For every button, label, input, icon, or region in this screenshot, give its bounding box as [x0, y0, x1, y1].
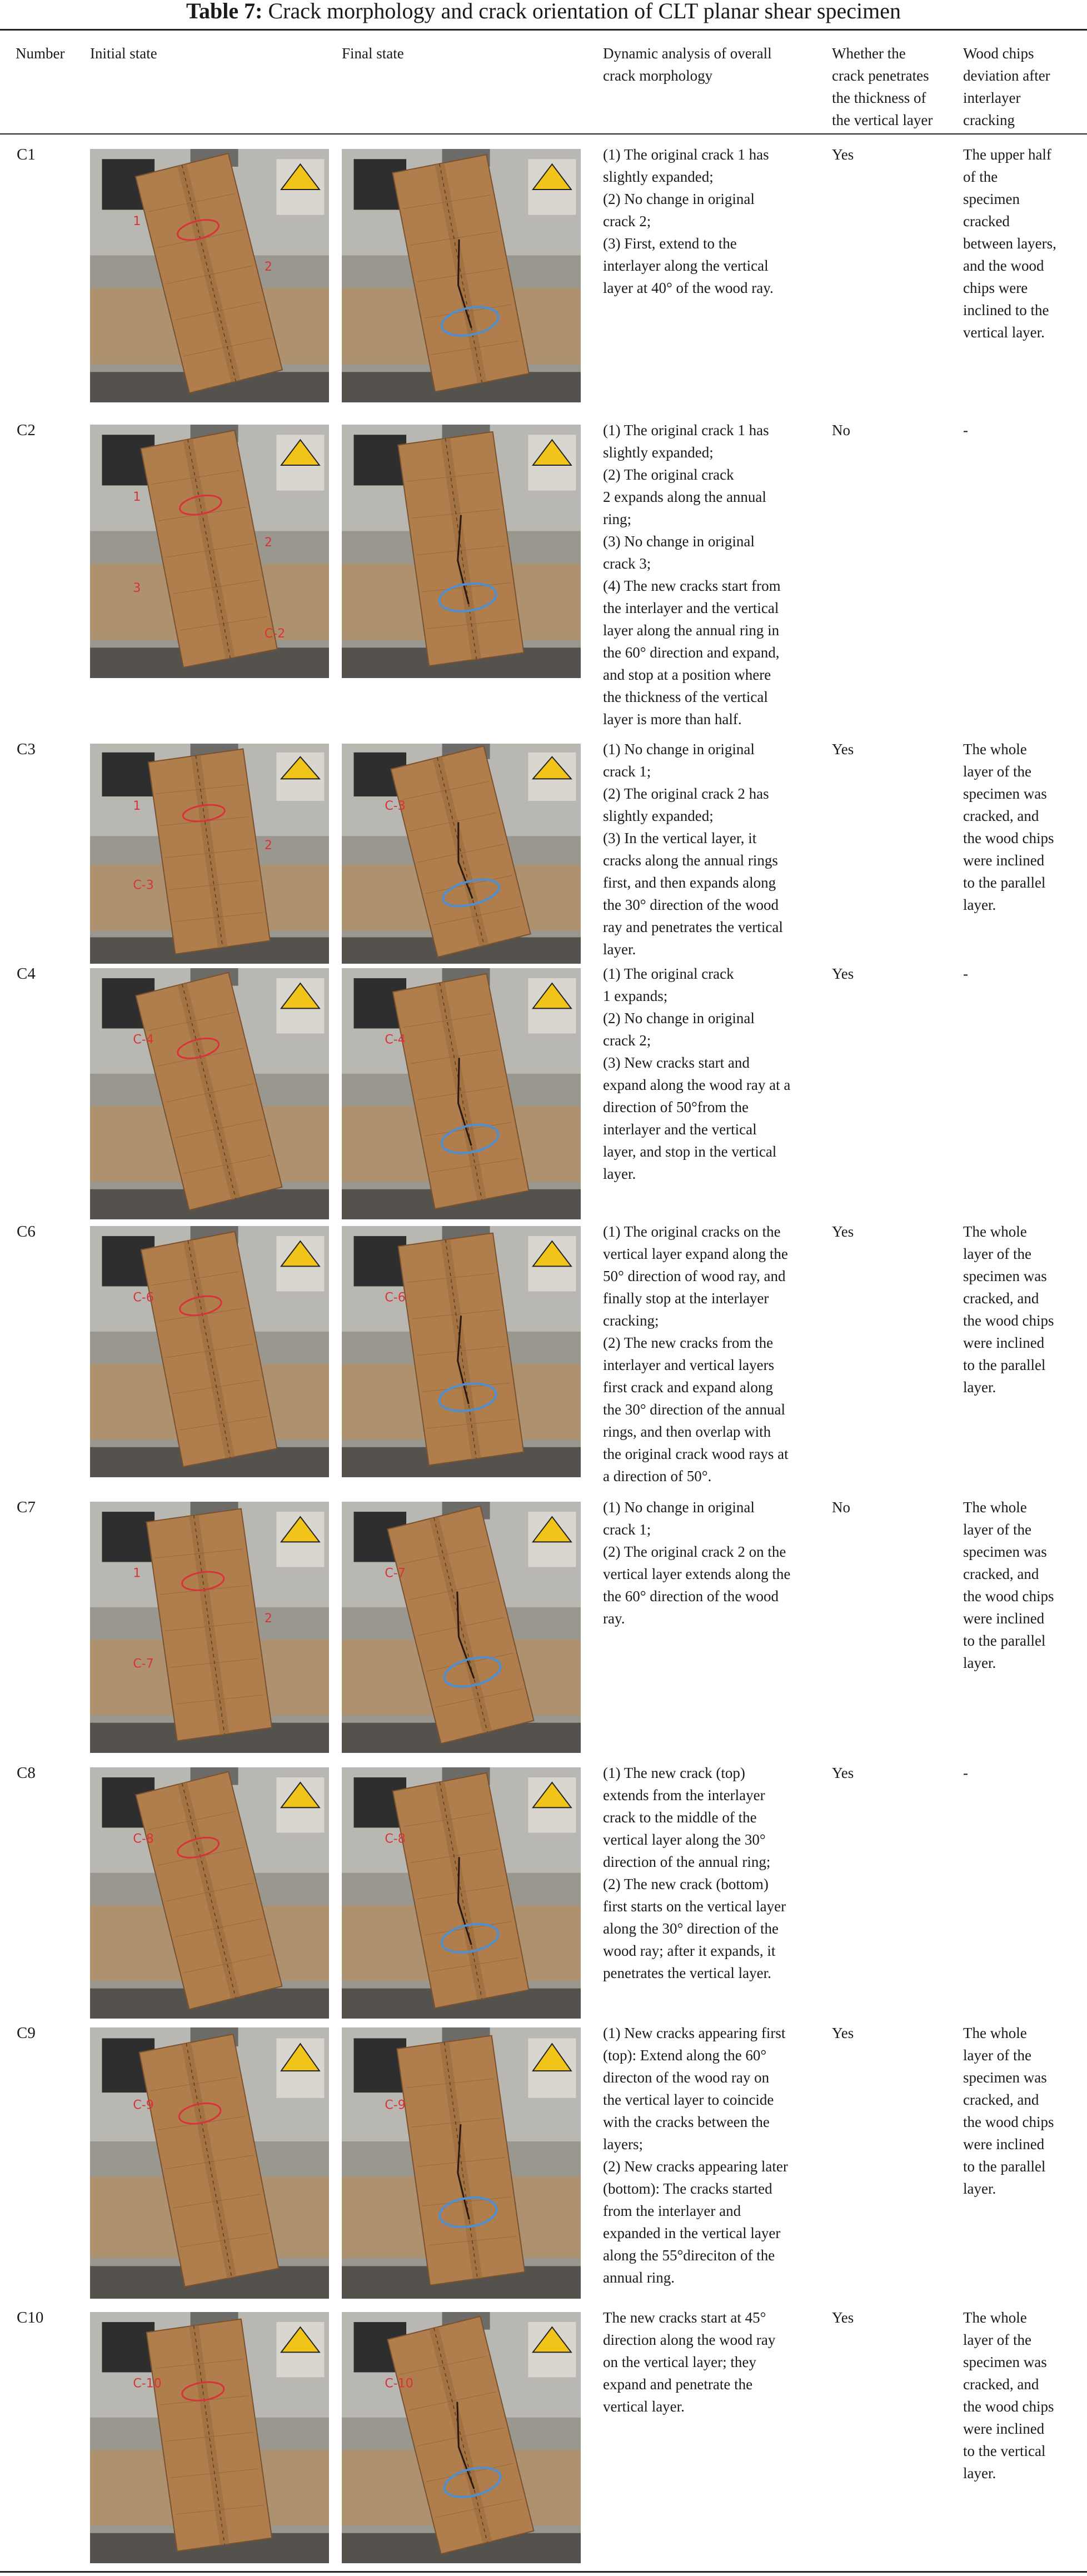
photo-annotation-label: C-2 [264, 627, 286, 641]
chips-deviation-line: cracked, and [963, 808, 1039, 824]
dynamic-analysis-line: directon of the wood ray on [603, 2069, 770, 2086]
photo-annotation-label: 2 [264, 535, 272, 550]
penetrates-cell: Yes [832, 146, 854, 163]
dynamic-analysis-line: the 60° direction and expand, [603, 644, 780, 661]
dynamic-analysis-line: wood ray; after it expands, it [603, 1942, 776, 1959]
penetrates-cell: No [832, 1499, 850, 1516]
final-state-photo [342, 1226, 581, 1477]
row-number: C4 [17, 965, 36, 983]
dynamic-analysis-line: the interlayer and the vertical [603, 600, 779, 616]
specimen-photo-graphic [342, 2027, 581, 2299]
specimen-photo-graphic [342, 1767, 581, 2019]
dynamic-analysis-line: first, and then expands along [603, 874, 776, 891]
photo-annotation-label: C-4 [133, 1033, 154, 1047]
initial-state-photo [90, 425, 329, 678]
dynamic-analysis-line: layer. [603, 941, 636, 958]
header-chips-line: deviation after [963, 67, 1050, 84]
dynamic-analysis-line: direction of 50°from the [603, 1099, 749, 1115]
photo-annotation-label: 2 [264, 1611, 272, 1626]
chips-deviation-cell [963, 2306, 1054, 2484]
dynamic-analysis-line: direction along the wood ray [603, 2331, 776, 2348]
dynamic-analysis-line: crack 2; [603, 213, 651, 230]
chips-deviation-line: were inclined [963, 1334, 1045, 1351]
dynamic-analysis-line: (1) No change in original [603, 741, 755, 758]
photo-annotation-label: 1 [133, 214, 141, 228]
dynamic-analysis-line: (4) The new cracks start from [603, 577, 781, 594]
chips-deviation-line: of the [963, 168, 998, 185]
photo-annotation-label: C-10 [133, 2376, 162, 2391]
dynamic-analysis-line: the 60° direction of the wood [603, 1588, 779, 1605]
photo-annotation-label: 1 [133, 799, 141, 813]
dynamic-analysis-line: The new cracks start at 45° [603, 2309, 766, 2326]
chips-deviation-line: to the parallel [963, 1357, 1046, 1373]
chips-deviation-line: layer of the [963, 763, 1031, 780]
row-number: C9 [17, 2024, 36, 2042]
chips-deviation-line: between layers, [963, 235, 1056, 252]
chips-deviation-line: the wood chips [963, 1312, 1054, 1329]
dynamic-analysis-line: (1) New cracks appearing first [603, 2025, 786, 2041]
chips-deviation-line: layer. [963, 896, 996, 913]
dynamic-analysis-line: (2) No change in original [603, 191, 755, 207]
table-caption [0, 0, 1087, 26]
dynamic-analysis-line: first crack and expand along [603, 1379, 773, 1396]
specimen-photo-graphic [90, 1502, 329, 1753]
dynamic-analysis-cell [603, 963, 790, 1185]
photo-annotation-label: C-10 [385, 2376, 413, 2391]
chips-deviation-line: cracked, and [963, 1290, 1039, 1307]
photo-annotation-label: C-4 [385, 1033, 406, 1047]
penetrates-cell: Yes [832, 965, 854, 982]
chips-deviation-line: layer of the [963, 2331, 1031, 2348]
dynamic-analysis-line: the original crack wood rays at [603, 1446, 789, 1462]
dynamic-analysis-line: cracks along the annual rings [603, 852, 778, 869]
chips-deviation-line: to the vertical [963, 2443, 1046, 2459]
header-chips [963, 42, 1050, 131]
dynamic-analysis-line: 50° direction of wood ray, and [603, 1268, 786, 1284]
dynamic-analysis-line: layer is more than half. [603, 711, 742, 728]
initial-state-photo [90, 149, 329, 402]
penetrates-cell: Yes [832, 741, 854, 758]
dynamic-analysis-line: direction of the annual ring; [603, 1853, 771, 1870]
penetrates-cell: Yes [832, 2025, 854, 2041]
dynamic-analysis-line: (2) The original crack 2 has [603, 785, 769, 802]
chips-deviation-line: cracked [963, 213, 1010, 230]
penetrates-cell: Yes [832, 1765, 854, 1781]
chips-deviation-line: - [963, 965, 968, 982]
caption-label: Table 7: [186, 0, 263, 23]
chips-deviation-line: layer. [963, 2180, 996, 2197]
photo-annotation-label: C-8 [385, 1832, 406, 1846]
header-number: Number [16, 45, 65, 62]
final-state-photo [342, 2027, 581, 2299]
chips-deviation-line: layer. [963, 2465, 996, 2482]
dynamic-analysis-line: (1) The original crack [603, 965, 734, 982]
chips-deviation-line: inclined to the [963, 302, 1049, 318]
dynamic-analysis-line: crack to the middle of the [603, 1809, 757, 1826]
header-penetrates-line: crack penetrates [832, 67, 929, 84]
dynamic-analysis-line: the vertical layer to coincide [603, 2091, 774, 2108]
chips-deviation-line: The whole [963, 2309, 1027, 2326]
chips-deviation-cell [963, 419, 968, 441]
dynamic-analysis-line: the thickness of the vertical [603, 689, 768, 705]
header-chips-line: cracking [963, 112, 1015, 128]
chips-deviation-line: were inclined [963, 2136, 1045, 2153]
header-penetrates-line: the vertical layer [832, 112, 933, 128]
row-number: C6 [17, 1223, 36, 1240]
photo-annotation-label: C-8 [133, 1832, 154, 1846]
chips-deviation-line: specimen [963, 191, 1020, 207]
chips-deviation-line: The whole [963, 1499, 1027, 1516]
dynamic-analysis-line: (1) No change in original [603, 1499, 755, 1516]
dynamic-analysis-line: from the interlayer and [603, 2203, 741, 2219]
row-number: C1 [17, 146, 36, 163]
dynamic-analysis-cell [603, 419, 781, 730]
dynamic-analysis-line: 1 expands; [603, 988, 668, 1004]
initial-state-photo [90, 968, 329, 1219]
initial-state-photo [90, 2312, 329, 2563]
photo-annotation-label: C-3 [133, 878, 154, 893]
dynamic-analysis-line: a direction of 50°. [603, 1468, 712, 1484]
dynamic-analysis-line: (2) New cracks appearing later [603, 2158, 788, 2175]
dynamic-analysis-line: (2) The new crack (bottom) [603, 1876, 769, 1892]
dynamic-analysis-line: (1) The original cracks on the [603, 1223, 781, 1240]
chips-deviation-line: to the parallel [963, 1632, 1046, 1649]
dynamic-analysis-line: slightly expanded; [603, 168, 714, 185]
final-state-photo [342, 425, 581, 678]
photo-annotation-label: 2 [264, 839, 272, 853]
dynamic-analysis-line: the 30° direction of the annual [603, 1401, 785, 1418]
chips-deviation-line: The upper half [963, 146, 1051, 163]
photo-annotation-label: 1 [133, 1566, 141, 1581]
header-dynamic-line: Dynamic analysis of overall [603, 45, 772, 62]
chips-deviation-cell [963, 738, 1054, 916]
dynamic-analysis-line: vertical layer along the 30° [603, 1831, 766, 1848]
dynamic-analysis-line: crack 1; [603, 1521, 651, 1538]
chips-deviation-line: vertical layer. [963, 324, 1045, 341]
chips-deviation-line: layer of the [963, 1245, 1031, 1262]
dynamic-analysis-line: vertical layer. [603, 2398, 685, 2415]
specimen-photo-graphic [90, 425, 329, 678]
header-dynamic [603, 42, 772, 87]
specimen-photo-graphic [90, 1226, 329, 1477]
dynamic-analysis-line: penetrates the vertical layer. [603, 1965, 771, 1981]
caption-title: Crack morphology and crack orientation of CLT planar shear specimen [268, 0, 901, 23]
dynamic-analysis-line: ray. [603, 1610, 625, 1627]
header-penetrates-line: the thickness of [832, 89, 926, 106]
chips-deviation-cell [963, 1762, 968, 1784]
dynamic-analysis-line: (1) The original crack 1 has [603, 146, 769, 163]
header-penetrates [832, 42, 933, 131]
chips-deviation-line: chips were [963, 280, 1028, 296]
dynamic-analysis-line: interlayer and vertical layers [603, 1357, 775, 1373]
dynamic-analysis-line: (3) First, extend to the [603, 235, 737, 252]
dynamic-analysis-line: slightly expanded; [603, 808, 714, 824]
dynamic-analysis-line: annual ring. [603, 2269, 675, 2286]
chips-deviation-line: The whole [963, 1223, 1027, 1240]
photo-annotation-label: C-9 [133, 2098, 154, 2112]
specimen-photo-graphic [90, 968, 329, 1219]
row-number: C7 [17, 1498, 36, 1516]
header-dynamic-line: crack morphology [603, 67, 713, 84]
header-initial: Initial state [90, 45, 157, 62]
dynamic-analysis-line: the 30° direction of the wood [603, 896, 779, 913]
penetrates-cell: No [832, 422, 850, 439]
dynamic-analysis-line: on the vertical layer; they [603, 2354, 756, 2370]
dynamic-analysis-line: along the 30° direction of the [603, 1920, 779, 1937]
final-state-photo [342, 968, 581, 1219]
chips-deviation-line: The whole [963, 2025, 1027, 2041]
chips-deviation-line: layer. [963, 1655, 996, 1671]
dynamic-analysis-line: (2) The original crack [603, 466, 734, 483]
dynamic-analysis-line: slightly expanded; [603, 444, 714, 461]
penetrates-cell: Yes [832, 1223, 854, 1240]
chips-deviation-line: the wood chips [963, 2398, 1054, 2415]
chips-deviation-line: layer of the [963, 2047, 1031, 2064]
chips-deviation-line: to the parallel [963, 874, 1046, 891]
dynamic-analysis-line: and stop at a position where [603, 666, 771, 683]
chips-deviation-line: the wood chips [963, 2114, 1054, 2130]
chips-deviation-line: to the parallel [963, 2158, 1046, 2175]
chips-deviation-line: cracked, and [963, 2091, 1039, 2108]
dynamic-analysis-line: layer at 40° of the wood ray. [603, 280, 774, 296]
dynamic-analysis-line: first starts on the vertical layer [603, 1898, 786, 1915]
chips-deviation-cell [963, 1220, 1054, 1398]
header-rule [0, 133, 1087, 134]
photo-annotation-label: 3 [133, 581, 141, 595]
dynamic-analysis-line: (2) The original crack 2 on the [603, 1543, 786, 1560]
photo-annotation-label: 1 [133, 490, 141, 504]
chips-deviation-cell [963, 963, 968, 985]
dynamic-analysis-line: vertical layer extends along the [603, 1566, 791, 1582]
dynamic-analysis-line: finally stop at the interlayer [603, 1290, 769, 1307]
dynamic-analysis-line: (3) New cracks start and [603, 1054, 750, 1071]
chips-deviation-line: specimen was [963, 2354, 1047, 2370]
dynamic-analysis-line: crack 3; [603, 555, 651, 572]
specimen-photo-graphic [90, 1767, 329, 2019]
photo-annotation-label: C-6 [385, 1291, 406, 1305]
penetrates-cell: Yes [832, 2309, 854, 2326]
dynamic-analysis-cell [603, 1220, 789, 1487]
initial-state-photo [90, 2027, 329, 2299]
photo-annotation-label: 2 [264, 260, 272, 274]
chips-deviation-line: specimen was [963, 1543, 1047, 1560]
dynamic-analysis-line: crack 2; [603, 1032, 651, 1049]
header-penetrates-line: Whether the [832, 45, 906, 62]
chips-deviation-line: the wood chips [963, 830, 1054, 846]
dynamic-analysis-line: with the cracks between the [603, 2114, 770, 2130]
specimen-photo-graphic [90, 2312, 329, 2563]
dynamic-analysis-line: rings, and then overlap with [603, 1423, 771, 1440]
specimen-photo-graphic [342, 1502, 581, 1753]
specimen-photo-graphic [90, 744, 329, 964]
dynamic-analysis-line: interlayer along the vertical [603, 257, 769, 274]
dynamic-analysis-line: 2 expands along the annual [603, 489, 766, 505]
final-state-photo [342, 1502, 581, 1753]
dynamic-analysis-line: interlayer and the vertical [603, 1121, 757, 1138]
dynamic-analysis-line: (2) The new cracks from the [603, 1334, 774, 1351]
dynamic-analysis-cell [603, 1496, 790, 1630]
dynamic-analysis-line: (1) The original crack 1 has [603, 422, 769, 439]
dynamic-analysis-line: cracking; [603, 1312, 659, 1329]
dynamic-analysis-line: crack 1; [603, 763, 651, 780]
bottom-rule [0, 2571, 1087, 2573]
dynamic-analysis-line: (top): Extend along the 60° [603, 2047, 767, 2064]
dynamic-analysis-line: layer. [603, 1165, 636, 1182]
dynamic-analysis-line: extends from the interlayer [603, 1787, 765, 1803]
row-number: C2 [17, 421, 36, 439]
specimen-photo-graphic [342, 968, 581, 1219]
chips-deviation-line: were inclined [963, 852, 1045, 869]
chips-deviation-line: were inclined [963, 1610, 1045, 1627]
dynamic-analysis-cell [603, 143, 774, 299]
chips-deviation-line: the wood chips [963, 1588, 1054, 1605]
chips-deviation-line: layer of the [963, 1521, 1031, 1538]
dynamic-analysis-line: expanded in the vertical layer [603, 2225, 781, 2241]
dynamic-analysis-line: (1) The new crack (top) [603, 1765, 745, 1781]
chips-deviation-line: cracked, and [963, 2376, 1039, 2393]
dynamic-analysis-cell [603, 1762, 786, 1984]
chips-deviation-line: specimen was [963, 2069, 1047, 2086]
chips-deviation-line: The whole [963, 741, 1027, 758]
specimen-photo-graphic [342, 149, 581, 402]
initial-state-photo [90, 744, 329, 964]
photo-annotation-label: C-9 [385, 2098, 406, 2112]
chips-deviation-line: were inclined [963, 2420, 1045, 2437]
specimen-photo-graphic [342, 425, 581, 678]
row-number: C8 [17, 1764, 36, 1782]
final-state-photo [342, 149, 581, 402]
specimen-photo-graphic [90, 149, 329, 402]
header-chips-line: Wood chips [963, 45, 1034, 62]
chips-deviation-line: specimen was [963, 1268, 1047, 1284]
photo-annotation-label: C-6 [133, 1291, 154, 1305]
dynamic-analysis-cell [603, 738, 783, 960]
chips-deviation-cell [963, 1496, 1054, 1674]
dynamic-analysis-line: ray and penetrates the vertical [603, 919, 783, 935]
dynamic-analysis-line: expand and penetrate the [603, 2376, 753, 2393]
row-number: C3 [17, 740, 36, 758]
initial-state-photo [90, 1226, 329, 1477]
initial-state-photo [90, 1502, 329, 1753]
chips-deviation-cell [963, 2022, 1054, 2200]
dynamic-analysis-line: ring; [603, 511, 631, 527]
dynamic-analysis-line: (bottom): The cracks started [603, 2180, 772, 2197]
chips-deviation-line: cracked, and [963, 1566, 1039, 1582]
chips-deviation-line: - [963, 422, 968, 439]
dynamic-analysis-line: layer along the annual ring in [603, 622, 780, 639]
dynamic-analysis-line: (3) No change in original [603, 533, 755, 550]
chips-deviation-cell [963, 143, 1056, 343]
chips-deviation-line: - [963, 1765, 968, 1781]
top-rule [0, 29, 1087, 31]
photo-annotation-label: C-3 [385, 799, 406, 813]
dynamic-analysis-line: vertical layer expand along the [603, 1245, 788, 1262]
dynamic-analysis-line: layer, and stop in the vertical [603, 1143, 777, 1160]
final-state-photo [342, 2312, 581, 2563]
dynamic-analysis-line: expand along the wood ray at a [603, 1077, 791, 1093]
dynamic-analysis-line: along the 55°direciton of the [603, 2247, 775, 2264]
chips-deviation-line: specimen was [963, 785, 1047, 802]
final-state-photo [342, 1767, 581, 2019]
photo-annotation-label: C-7 [133, 1657, 154, 1671]
specimen-photo-graphic [342, 2312, 581, 2563]
final-state-photo [342, 744, 581, 964]
specimen-photo-graphic [342, 744, 581, 964]
dynamic-analysis-line: (2) No change in original [603, 1010, 755, 1027]
header-final: Final state [342, 45, 404, 62]
specimen-photo-graphic [90, 2027, 329, 2299]
initial-state-photo [90, 1767, 329, 2019]
dynamic-analysis-line: layers; [603, 2136, 643, 2153]
row-number: C10 [17, 2309, 44, 2326]
dynamic-analysis-cell [603, 2022, 788, 2289]
dynamic-analysis-line: (3) In the vertical layer, it [603, 830, 757, 846]
photo-annotation-label: C-7 [385, 1566, 406, 1581]
header-chips-line: interlayer [963, 89, 1021, 106]
chips-deviation-line: layer. [963, 1379, 996, 1396]
dynamic-analysis-cell [603, 2306, 775, 2418]
specimen-photo-graphic [342, 1226, 581, 1477]
chips-deviation-line: and the wood [963, 257, 1044, 274]
